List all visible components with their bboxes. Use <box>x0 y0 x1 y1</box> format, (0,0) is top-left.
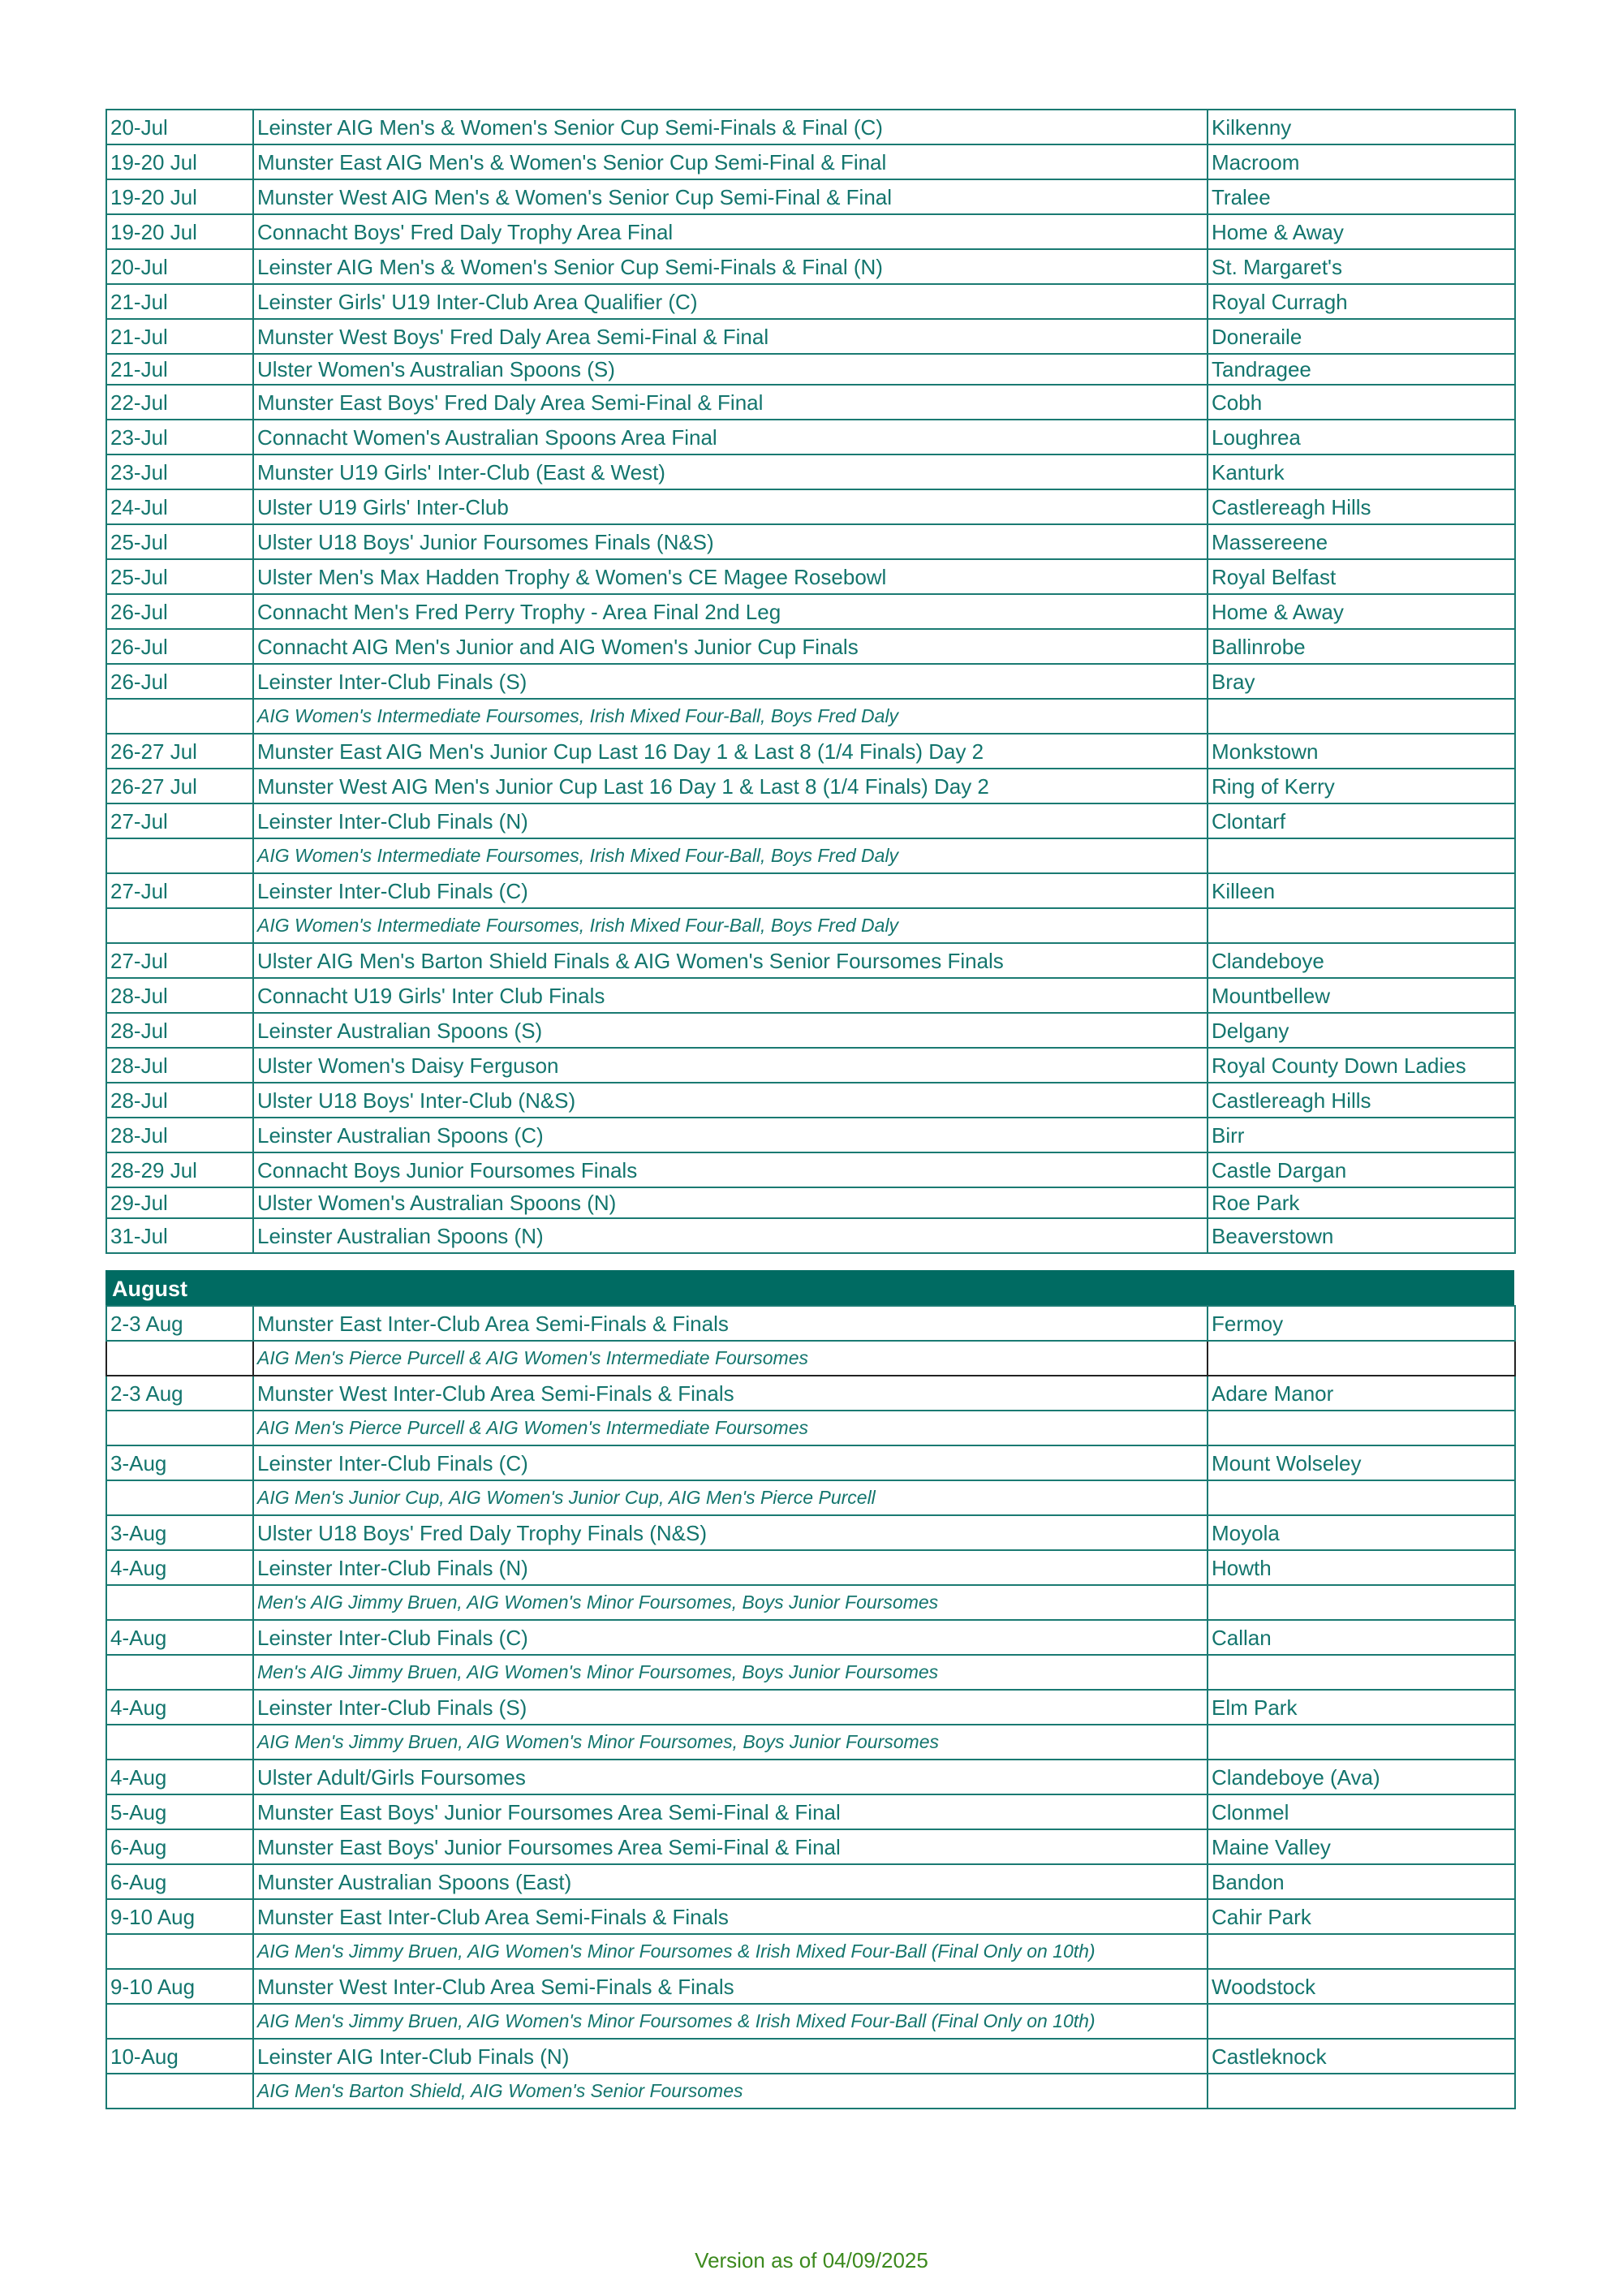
date-cell: 28-Jul <box>106 1118 253 1152</box>
fixture-row <box>106 1690 1515 1725</box>
date-cell: 28-29 Jul <box>106 1152 253 1187</box>
fixture-row <box>106 1118 1515 1152</box>
event-cell: Munster West Inter-Club Area Semi-Finals & Finals <box>253 1969 1208 2004</box>
event-cell: Leinster Girls' U19 Inter-Club Area Qualifier (C) <box>253 284 1208 319</box>
sub-event-row <box>106 2074 1515 2109</box>
month-header-august: August <box>105 1270 1514 1305</box>
event-cell: AIG Men's Jimmy Bruen, AIG Women's Minor Foursomes, Boys Junior Foursomes <box>253 1725 1208 1760</box>
date-cell: 2-3 Aug <box>106 1306 253 1341</box>
fixture-row <box>106 284 1515 319</box>
fixture-row <box>106 1760 1515 1794</box>
date-cell: 2-3 Aug <box>106 1376 253 1411</box>
fixture-row <box>106 319 1515 354</box>
event-cell: Ulster Women's Daisy Ferguson <box>253 1048 1208 1083</box>
venue-cell: Cahir Park <box>1208 1899 1515 1934</box>
venue-cell: Elm Park <box>1208 1690 1515 1725</box>
venue-cell: Cobh <box>1208 385 1515 420</box>
date-cell: 20-Jul <box>106 249 253 284</box>
date-cell: 25-Jul <box>106 524 253 559</box>
sub-event-row <box>106 699 1515 734</box>
date-cell: 9-10 Aug <box>106 1899 253 1934</box>
event-cell: Munster East Inter-Club Area Semi-Finals & Finals <box>253 1899 1208 1934</box>
date-cell <box>106 1411 253 1445</box>
event-cell: Men's AIG Jimmy Bruen, AIG Women's Minor Foursomes, Boys Junior Foursomes <box>253 1655 1208 1690</box>
event-cell: Ulster U18 Boys' Fred Daly Trophy Finals (N&S) <box>253 1515 1208 1550</box>
event-cell: Connacht Men's Fred Perry Trophy - Area Final 2nd Leg <box>253 594 1208 629</box>
sub-event-row <box>106 1585 1515 1620</box>
date-cell: 23-Jul <box>106 420 253 454</box>
venue-cell: Delgany <box>1208 1013 1515 1048</box>
august-fixtures-table <box>105 1305 1516 2109</box>
fixture-row <box>106 559 1515 594</box>
fixture-row <box>106 110 1515 144</box>
date-cell: 26-Jul <box>106 664 253 699</box>
fixture-row <box>106 1306 1515 1341</box>
event-cell: AIG Men's Pierce Purcell & AIG Women's Intermediate Foursomes <box>253 1341 1208 1376</box>
date-cell: 26-Jul <box>106 629 253 664</box>
date-cell: 6-Aug <box>106 1864 253 1899</box>
date-cell <box>106 2074 253 2109</box>
date-cell: 4-Aug <box>106 1690 253 1725</box>
venue-cell: Ballinrobe <box>1208 629 1515 664</box>
event-cell: Munster East Boys' Junior Foursomes Area Semi-Final & Final <box>253 1829 1208 1864</box>
date-cell: 20-Jul <box>106 110 253 144</box>
event-cell: Munster Australian Spoons (East) <box>253 1864 1208 1899</box>
venue-cell: Tralee <box>1208 179 1515 214</box>
date-cell <box>106 1341 253 1376</box>
date-cell: 27-Jul <box>106 873 253 908</box>
venue-cell: Castleknock <box>1208 2039 1515 2074</box>
fixture-row <box>106 1550 1515 1585</box>
venue-cell: Royal Curragh <box>1208 284 1515 319</box>
fixture-row <box>106 734 1515 769</box>
event-cell: Ulster U18 Boys' Junior Foursomes Finals (N&S) <box>253 524 1208 559</box>
fixture-row <box>106 1152 1515 1187</box>
event-cell: Leinster AIG Men's & Women's Senior Cup Semi-Finals & Final (N) <box>253 249 1208 284</box>
event-cell: Leinster Inter-Club Finals (S) <box>253 664 1208 699</box>
fixture-row <box>106 1445 1515 1480</box>
event-cell: Leinster Inter-Club Finals (N) <box>253 803 1208 838</box>
date-cell: 3-Aug <box>106 1445 253 1480</box>
event-cell: AIG Women's Intermediate Foursomes, Irish Mixed Four-Ball, Boys Fred Daly <box>253 699 1208 734</box>
event-cell: Ulster Women's Australian Spoons (S) <box>253 354 1208 385</box>
event-cell: Leinster Australian Spoons (C) <box>253 1118 1208 1152</box>
fixture-row <box>106 489 1515 524</box>
fixture-row <box>106 249 1515 284</box>
venue-cell <box>1208 1341 1515 1376</box>
venue-cell <box>1208 2004 1515 2039</box>
sub-event-row <box>106 1655 1515 1690</box>
sub-event-row <box>106 1480 1515 1515</box>
venue-cell: Monkstown <box>1208 734 1515 769</box>
date-cell: 5-Aug <box>106 1794 253 1829</box>
event-cell: Connacht Women's Australian Spoons Area Final <box>253 420 1208 454</box>
sub-event-row <box>106 1411 1515 1445</box>
date-cell: 6-Aug <box>106 1829 253 1864</box>
fixture-row <box>106 1376 1515 1411</box>
venue-cell: Fermoy <box>1208 1306 1515 1341</box>
fixture-row <box>106 1013 1515 1048</box>
venue-cell <box>1208 1585 1515 1620</box>
venue-cell: Clandeboye <box>1208 943 1515 978</box>
event-cell: Munster East Boys' Junior Foursomes Area Semi-Final & Final <box>253 1794 1208 1829</box>
event-cell: AIG Men's Barton Shield, AIG Women's Senior Foursomes <box>253 2074 1208 2109</box>
venue-cell <box>1208 2074 1515 2109</box>
event-cell: Munster West AIG Men's & Women's Senior Cup Semi-Final & Final <box>253 179 1208 214</box>
venue-cell: Callan <box>1208 1620 1515 1655</box>
fixture-row <box>106 385 1515 420</box>
venue-cell <box>1208 1411 1515 1445</box>
date-cell <box>106 838 253 873</box>
event-cell: Leinster Inter-Club Finals (S) <box>253 1690 1208 1725</box>
event-cell: Munster East AIG Men's Junior Cup Last 16 Day 1 & Last 8 (1/4 Finals) Day 2 <box>253 734 1208 769</box>
date-cell <box>106 908 253 943</box>
fixture-row <box>106 524 1515 559</box>
fixture-row <box>106 214 1515 249</box>
event-cell: Leinster AIG Men's & Women's Senior Cup Semi-Finals & Final (C) <box>253 110 1208 144</box>
venue-cell: Mountbellew <box>1208 978 1515 1013</box>
fixture-row <box>106 1187 1515 1218</box>
venue-cell: Beaverstown <box>1208 1218 1515 1253</box>
venue-cell <box>1208 1934 1515 1969</box>
event-cell: Munster West Boys' Fred Daly Area Semi-Final & Final <box>253 319 1208 354</box>
date-cell <box>106 1480 253 1515</box>
venue-cell: Clonmel <box>1208 1794 1515 1829</box>
fixture-row <box>106 1515 1515 1550</box>
event-cell: Munster West Inter-Club Area Semi-Finals & Finals <box>253 1376 1208 1411</box>
event-cell: AIG Men's Pierce Purcell & AIG Women's Intermediate Foursomes <box>253 1411 1208 1445</box>
venue-cell: Castlereagh Hills <box>1208 1083 1515 1118</box>
venue-cell: Bandon <box>1208 1864 1515 1899</box>
venue-cell: Kilkenny <box>1208 110 1515 144</box>
fixture-row <box>106 943 1515 978</box>
venue-cell <box>1208 1480 1515 1515</box>
venue-cell: Birr <box>1208 1118 1515 1152</box>
event-cell: Leinster Inter-Club Finals (C) <box>253 1445 1208 1480</box>
event-cell: Leinster Australian Spoons (N) <box>253 1218 1208 1253</box>
venue-cell: Massereene <box>1208 524 1515 559</box>
fixture-row <box>106 873 1515 908</box>
event-cell: AIG Men's Junior Cup, AIG Women's Junior Cup, AIG Men's Pierce Purcell <box>253 1480 1208 1515</box>
venue-cell: Castlereagh Hills <box>1208 489 1515 524</box>
venue-cell: Woodstock <box>1208 1969 1515 2004</box>
event-cell: Munster U19 Girls' Inter-Club (East & West) <box>253 454 1208 489</box>
venue-cell: Loughrea <box>1208 420 1515 454</box>
venue-cell <box>1208 1725 1515 1760</box>
date-cell: 21-Jul <box>106 354 253 385</box>
date-cell <box>106 1725 253 1760</box>
date-cell: 27-Jul <box>106 803 253 838</box>
venue-cell: Roe Park <box>1208 1187 1515 1218</box>
sub-event-row <box>106 908 1515 943</box>
event-cell: Munster East AIG Men's & Women's Senior Cup Semi-Final & Final <box>253 144 1208 179</box>
event-cell: AIG Women's Intermediate Foursomes, Irish Mixed Four-Ball, Boys Fred Daly <box>253 908 1208 943</box>
venue-cell: Royal County Down Ladies <box>1208 1048 1515 1083</box>
date-cell: 28-Jul <box>106 978 253 1013</box>
date-cell: 25-Jul <box>106 559 253 594</box>
fixture-row <box>106 1794 1515 1829</box>
date-cell: 3-Aug <box>106 1515 253 1550</box>
fixture-row <box>106 594 1515 629</box>
date-cell: 19-20 Jul <box>106 144 253 179</box>
venue-cell: Bray <box>1208 664 1515 699</box>
event-cell: Leinster AIG Inter-Club Finals (N) <box>253 2039 1208 2074</box>
venue-cell: Mount Wolseley <box>1208 1445 1515 1480</box>
venue-cell: Adare Manor <box>1208 1376 1515 1411</box>
date-cell: 10-Aug <box>106 2039 253 2074</box>
venue-cell: Kanturk <box>1208 454 1515 489</box>
venue-cell: Doneraile <box>1208 319 1515 354</box>
venue-cell: Royal Belfast <box>1208 559 1515 594</box>
fixture-row <box>106 1899 1515 1934</box>
event-cell: Men's AIG Jimmy Bruen, AIG Women's Minor Foursomes, Boys Junior Foursomes <box>253 1585 1208 1620</box>
event-cell: Munster East Boys' Fred Daly Area Semi-Final & Final <box>253 385 1208 420</box>
event-cell: Leinster Australian Spoons (S) <box>253 1013 1208 1048</box>
sub-event-row <box>106 838 1515 873</box>
event-cell: Connacht U19 Girls' Inter Club Finals <box>253 978 1208 1013</box>
date-cell <box>106 1655 253 1690</box>
event-cell: Leinster Inter-Club Finals (C) <box>253 1620 1208 1655</box>
date-cell: 24-Jul <box>106 489 253 524</box>
date-cell: 26-27 Jul <box>106 769 253 803</box>
event-cell: Ulster AIG Men's Barton Shield Finals & AIG Women's Senior Foursomes Finals <box>253 943 1208 978</box>
event-cell: Munster East Inter-Club Area Semi-Finals & Finals <box>253 1306 1208 1341</box>
event-cell: Ulster Women's Australian Spoons (N) <box>253 1187 1208 1218</box>
venue-cell <box>1208 908 1515 943</box>
date-cell <box>106 1934 253 1969</box>
fixture-row <box>106 2039 1515 2074</box>
event-cell: AIG Women's Intermediate Foursomes, Irish Mixed Four-Ball, Boys Fred Daly <box>253 838 1208 873</box>
fixture-sheet <box>105 109 1514 2109</box>
venue-cell: Moyola <box>1208 1515 1515 1550</box>
sub-event-row <box>106 1341 1515 1376</box>
fixture-row <box>106 803 1515 838</box>
date-cell: 26-Jul <box>106 594 253 629</box>
date-cell: 22-Jul <box>106 385 253 420</box>
venue-cell: Home & Away <box>1208 594 1515 629</box>
date-cell: 9-10 Aug <box>106 1969 253 2004</box>
date-cell <box>106 2004 253 2039</box>
date-cell <box>106 1585 253 1620</box>
date-cell: 4-Aug <box>106 1550 253 1585</box>
fixture-row <box>106 1218 1515 1253</box>
date-cell: 28-Jul <box>106 1013 253 1048</box>
date-cell: 28-Jul <box>106 1083 253 1118</box>
event-cell: Ulster Adult/Girls Foursomes <box>253 1760 1208 1794</box>
event-cell: AIG Men's Jimmy Bruen, AIG Women's Minor Foursomes & Irish Mixed Four-Ball (Final Only on 10th) <box>253 1934 1208 1969</box>
date-cell: 19-20 Jul <box>106 214 253 249</box>
date-cell: 29-Jul <box>106 1187 253 1218</box>
venue-cell <box>1208 1655 1515 1690</box>
venue-cell: Macroom <box>1208 144 1515 179</box>
fixture-row <box>106 978 1515 1013</box>
date-cell: 21-Jul <box>106 319 253 354</box>
venue-cell: Ring of Kerry <box>1208 769 1515 803</box>
fixture-row <box>106 144 1515 179</box>
fixture-row <box>106 1864 1515 1899</box>
fixture-row <box>106 1969 1515 2004</box>
fixture-row <box>106 179 1515 214</box>
event-cell: Leinster Inter-Club Finals (C) <box>253 873 1208 908</box>
date-cell: 21-Jul <box>106 284 253 319</box>
date-cell: 19-20 Jul <box>106 179 253 214</box>
venue-cell: Castle Dargan <box>1208 1152 1515 1187</box>
fixture-row <box>106 1048 1515 1083</box>
sub-event-row <box>106 1725 1515 1760</box>
fixture-row <box>106 1829 1515 1864</box>
fixture-row <box>106 629 1515 664</box>
venue-cell: St. Margaret's <box>1208 249 1515 284</box>
fixture-row <box>106 1083 1515 1118</box>
venue-cell: Howth <box>1208 1550 1515 1585</box>
version-footer: Version as of 04/09/2025 <box>695 2248 928 2272</box>
venue-cell: Clandeboye (Ava) <box>1208 1760 1515 1794</box>
fixture-row <box>106 420 1515 454</box>
fixture-row <box>106 454 1515 489</box>
event-cell: Ulster U19 Girls' Inter-Club <box>253 489 1208 524</box>
date-cell <box>106 699 253 734</box>
sub-event-row <box>106 1934 1515 1969</box>
event-cell: Leinster Inter-Club Finals (N) <box>253 1550 1208 1585</box>
event-cell: Connacht Boys' Fred Daly Trophy Area Final <box>253 214 1208 249</box>
event-cell: Munster West AIG Men's Junior Cup Last 16 Day 1 & Last 8 (1/4 Finals) Day 2 <box>253 769 1208 803</box>
venue-cell: Clontarf <box>1208 803 1515 838</box>
date-cell: 27-Jul <box>106 943 253 978</box>
venue-cell: Home & Away <box>1208 214 1515 249</box>
sub-event-row <box>106 2004 1515 2039</box>
fixture-row <box>106 354 1515 385</box>
fixture-row <box>106 1620 1515 1655</box>
date-cell: 4-Aug <box>106 1620 253 1655</box>
date-cell: 28-Jul <box>106 1048 253 1083</box>
event-cell: Ulster U18 Boys' Inter-Club (N&S) <box>253 1083 1208 1118</box>
event-cell: Connacht AIG Men's Junior and AIG Women's Junior Cup Finals <box>253 629 1208 664</box>
venue-cell <box>1208 838 1515 873</box>
date-cell: 31-Jul <box>106 1218 253 1253</box>
venue-cell <box>1208 699 1515 734</box>
july-fixtures-table <box>105 109 1516 1254</box>
fixture-row <box>106 769 1515 803</box>
date-cell: 4-Aug <box>106 1760 253 1794</box>
venue-cell: Maine Valley <box>1208 1829 1515 1864</box>
date-cell: 26-27 Jul <box>106 734 253 769</box>
event-cell: AIG Men's Jimmy Bruen, AIG Women's Minor Foursomes & Irish Mixed Four-Ball (Final Only on 10th) <box>253 2004 1208 2039</box>
event-cell: Connacht Boys Junior Foursomes Finals <box>253 1152 1208 1187</box>
venue-cell: Killeen <box>1208 873 1515 908</box>
venue-cell: Tandragee <box>1208 354 1515 385</box>
event-cell: Ulster Men's Max Hadden Trophy & Women's CE Magee Rosebowl <box>253 559 1208 594</box>
fixture-row <box>106 664 1515 699</box>
date-cell: 23-Jul <box>106 454 253 489</box>
